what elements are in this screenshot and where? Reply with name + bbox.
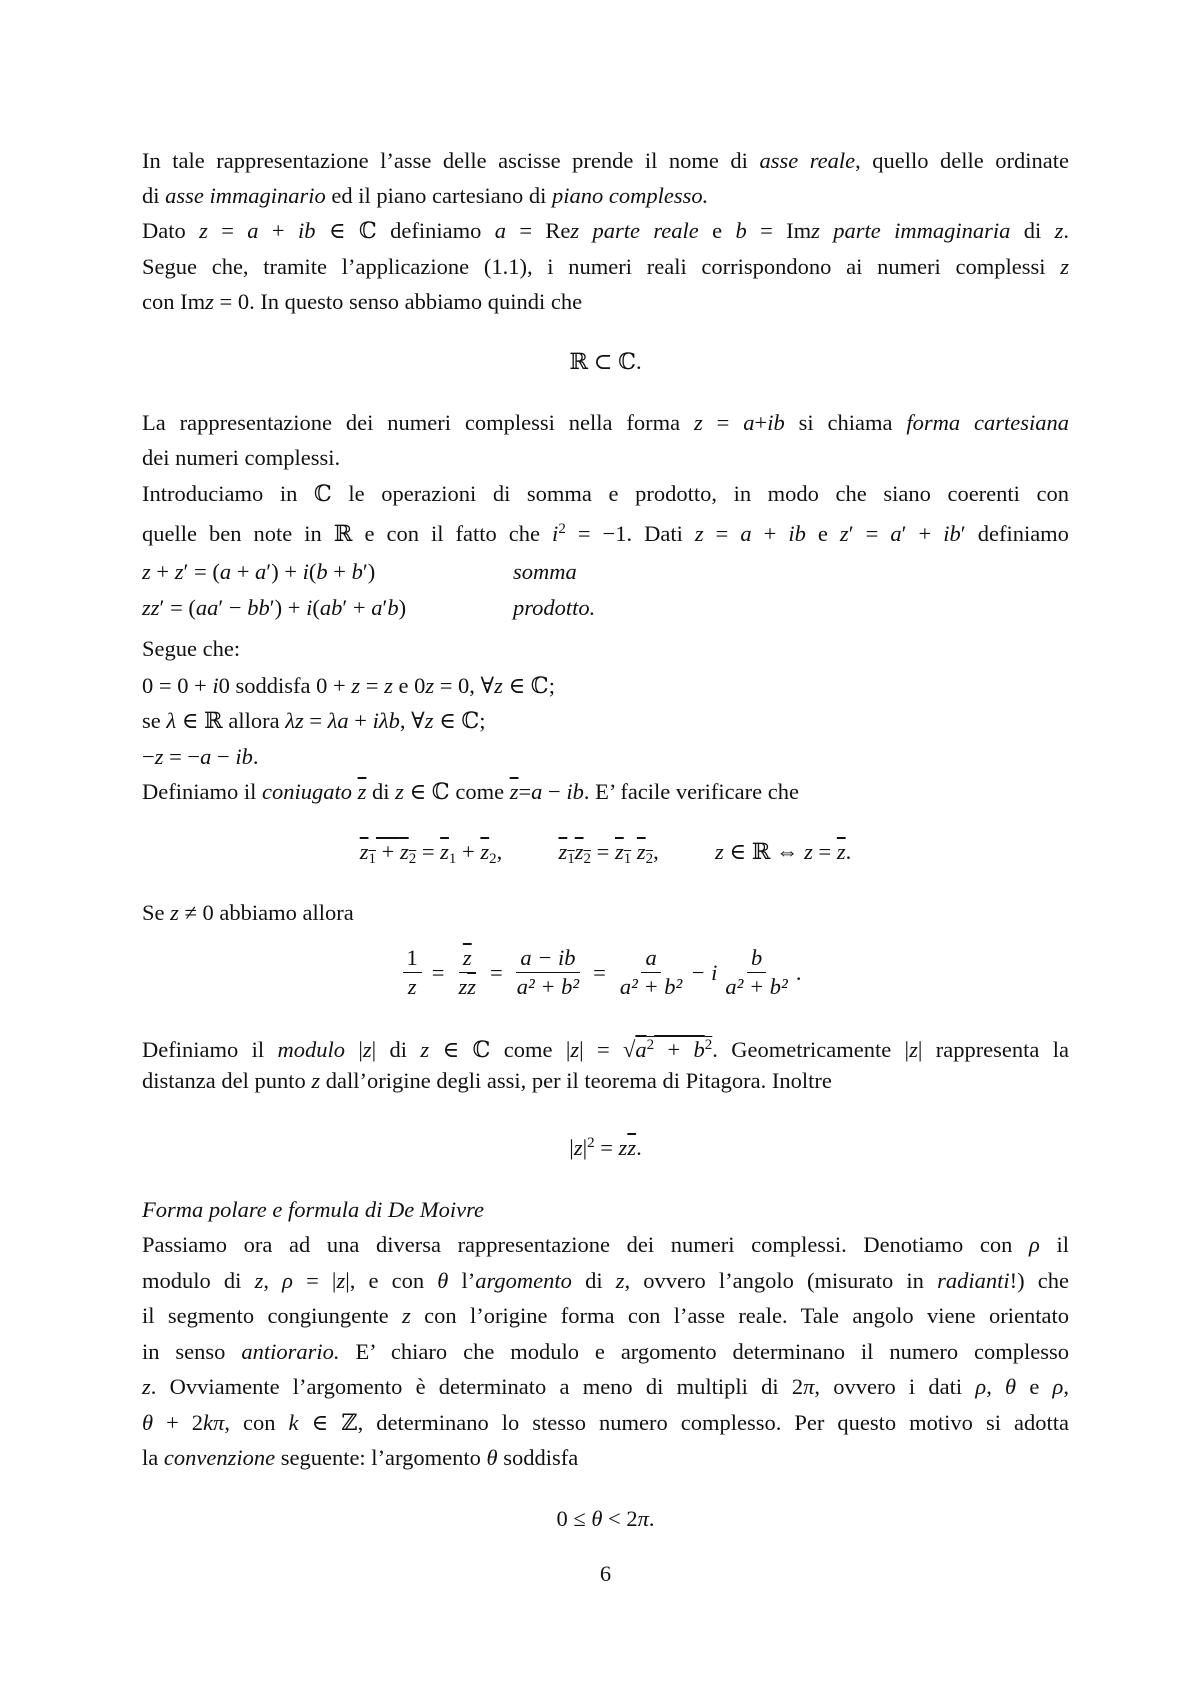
text-segment: ∈ ℂ; — [433, 708, 486, 733]
text-segment: . E’ facile verificare che — [583, 779, 799, 804]
text-segment: a — [494, 218, 506, 243]
text-segment: distanza del punto — [142, 1068, 312, 1093]
text-segment: $\overline{z}$ — [636, 839, 646, 864]
text-line — [142, 1374, 1069, 1400]
text-segment: a — [219, 559, 232, 584]
text-segment: iλb — [372, 708, 400, 733]
text-segment: a — [371, 595, 383, 620]
text-segment: , ∀ — [399, 708, 425, 733]
text-segment: ∈ ℂ definiamo — [315, 218, 495, 243]
text-segment: a — [743, 410, 755, 435]
text-segment: < 2 — [602, 1506, 638, 1531]
text-line — [142, 1130, 1069, 1161]
text-segment: , — [263, 1268, 283, 1293]
text-segment: + — [258, 218, 298, 243]
text-segment: , ovvero i dati — [814, 1374, 976, 1399]
text-segment: z parte reale — [570, 218, 699, 243]
text-segment: = Im — [746, 218, 812, 243]
text-segment: Se — [142, 900, 171, 925]
text-segment: , quello delle ordinate — [855, 148, 1069, 173]
text-segment: θ — [437, 1268, 449, 1293]
text-segment: a — [890, 521, 902, 546]
text-segment: 2 — [558, 521, 566, 537]
text-line — [142, 254, 1069, 280]
text-segment: + — [150, 559, 175, 584]
text-line — [142, 839, 1069, 872]
text-segment: dall’origine degli assi, per il teorema di Pitagora. Inoltre — [320, 1068, 832, 1093]
label-somma: somma — [513, 559, 577, 584]
text-segment: $\overline{z}$ — [558, 839, 568, 864]
fraction-real-part: $\frac{a}{\text{a² + b²}}$ — [619, 945, 683, 999]
text-segment: ρ — [282, 1268, 293, 1293]
text-segment: 2 — [489, 851, 497, 867]
equals: = — [431, 959, 445, 985]
fraction-zbar-over-zzbar: $\frac{\overline{z}}{z\overline{z}}$ — [458, 945, 477, 999]
text-segment: $\overline{z}$ — [615, 839, 624, 864]
text-segment: Dato — [142, 218, 200, 243]
text-segment: + — [375, 839, 400, 864]
text-segment: Definiamo il — [142, 1037, 278, 1062]
text-segment: antiorario. — [241, 1339, 340, 1364]
text-segment: ℝ ⊂ ℂ. — [569, 349, 642, 374]
text-segment: in senso — [142, 1339, 242, 1364]
text-segment: z — [311, 1068, 321, 1093]
text-segment: ′ = — [848, 521, 891, 546]
text-segment: soddisfa — [497, 1445, 579, 1470]
text-segment: + — [751, 521, 789, 546]
text-segment: a — [247, 218, 259, 243]
text-segment: z — [199, 218, 208, 243]
text-segment: e — [1016, 1374, 1053, 1399]
text-segment: se — [142, 708, 167, 733]
text-segment: a — [255, 559, 267, 584]
text-segment: 6 — [599, 1561, 612, 1586]
text-segment: aa — [195, 595, 219, 620]
text-segment: z — [142, 1374, 151, 1399]
text-segment: il segmento congiungente — [142, 1303, 403, 1328]
text-segment: π — [637, 1506, 649, 1531]
text-segment: + — [754, 410, 768, 435]
text-segment: z — [395, 779, 404, 804]
text-line — [142, 1068, 1069, 1094]
text-line — [142, 1506, 1069, 1532]
text-segment: 2 — [645, 851, 654, 867]
text-segment: b — [387, 595, 399, 620]
text-segment: + — [231, 559, 256, 584]
text-segment: z — [615, 1268, 625, 1293]
text-segment: , ovvero l’angolo (misurato in — [624, 1268, 938, 1293]
equals: = — [490, 959, 503, 985]
text-segment: a — [531, 779, 543, 804]
text-segment: = 0. In questo senso abbiamo quindi che — [213, 289, 583, 314]
text-segment: La rappresentazione dei numeri complessi nella forma — [142, 410, 695, 435]
text-segment: − — [142, 744, 155, 769]
text-segment: b — [735, 218, 747, 243]
text-segment: − — [542, 779, 567, 804]
text-segment: z — [351, 673, 361, 698]
text-segment: z — [154, 744, 164, 769]
fraction-1-over-z: $\frac{1}{z}$ — [403, 944, 422, 1001]
text-segment: z — [694, 410, 703, 435]
text-segment: i — [552, 521, 559, 546]
text-segment: z — [1054, 218, 1064, 243]
text-segment: $\overline{z}$ — [627, 1135, 637, 1160]
text-segment: z — [384, 673, 393, 698]
text-segment: ≠ 0 abbiamo allora — [178, 900, 354, 925]
text-segment: a — [635, 1037, 647, 1062]
text-line — [142, 1197, 1069, 1223]
text-segment: + — [654, 1037, 694, 1062]
text-line — [142, 779, 1069, 805]
text-line — [142, 289, 1069, 315]
text-segment: ab — [319, 595, 343, 620]
text-line — [142, 516, 1069, 547]
text-segment: . — [648, 1506, 655, 1531]
text-segment: la — [142, 1445, 164, 1470]
text-segment: modulo — [277, 1037, 345, 1062]
text-segment: asse reale — [759, 148, 856, 173]
text-segment: z — [420, 1037, 430, 1062]
text-segment: . — [1063, 218, 1069, 243]
text-segment: ∈ ℝ ⇔ — [723, 839, 805, 864]
text-segment: si chiama — [784, 410, 907, 435]
text-segment: con Im — [142, 289, 206, 314]
text-segment: l’ — [448, 1268, 476, 1293]
text-segment: $\overline{z}$ — [480, 839, 490, 864]
text-segment: con l’origine forma con l’asse reale. Tale angolo viene orientato — [410, 1303, 1069, 1328]
text-segment: ib — [235, 744, 253, 769]
text-segment: ∈ ℂ; — [502, 673, 555, 698]
text-segment: kπ — [203, 1410, 225, 1435]
page-number — [142, 1561, 1069, 1587]
text-segment: 2 — [583, 851, 592, 867]
text-segment: ed il piano cartesiano di — [325, 183, 552, 208]
text-segment: ib — [767, 410, 785, 435]
text-segment: z — [170, 900, 179, 925]
text-line — [142, 481, 1069, 507]
text-segment: di — [571, 1268, 616, 1293]
text-segment: $\overline{b}$ — [693, 1037, 705, 1062]
text-segment: seguente: l’argomento — [275, 1445, 487, 1470]
text-segment: + 2 — [153, 1410, 204, 1435]
text-segment: ib — [943, 521, 961, 546]
text-line — [142, 708, 1069, 734]
text-segment: z — [694, 521, 704, 546]
text-segment: $\overline{z}$ — [399, 839, 409, 864]
text-segment: − — [211, 744, 236, 769]
text-line — [142, 218, 1069, 244]
text-segment: = — [702, 410, 744, 435]
text-segment: = — [703, 521, 741, 546]
text-line — [142, 1339, 1069, 1365]
text-line — [142, 900, 1069, 926]
text-segment: 1 — [623, 851, 632, 867]
text-segment: ′ + — [901, 521, 944, 546]
text-line — [142, 1410, 1069, 1436]
text-line — [142, 1032, 1069, 1063]
text-segment: z — [425, 673, 435, 698]
text-segment: = 0, ∀ — [434, 673, 495, 698]
text-segment: dei numeri complessi. — [142, 445, 341, 470]
text-segment: b — [351, 559, 363, 584]
text-segment: Introduciamo in ℂ le operazioni di somma e prodotto, in modo che siano coerenti con — [142, 481, 1069, 506]
text-segment: ′) + — [269, 595, 307, 620]
text-segment: ′ — [382, 595, 388, 620]
text-segment: z — [205, 289, 214, 314]
text-segment: k — [288, 1410, 299, 1435]
equals: = — [593, 959, 606, 985]
text-segment: z — [573, 1135, 583, 1160]
text-segment: e — [698, 218, 736, 243]
text-segment: ∈ ℝ allora — [176, 708, 286, 733]
text-segment: + — [456, 839, 481, 864]
text-segment: z — [402, 1303, 411, 1328]
text-segment: | rappresenta la — [917, 1037, 1069, 1062]
text-segment: $\overline{z}$ — [509, 779, 519, 804]
text-segment: il — [1039, 1232, 1069, 1257]
text-segment: 1 — [448, 851, 457, 867]
text-segment: = — [360, 673, 385, 698]
text-segment: ib — [788, 521, 806, 546]
text-line — [142, 1232, 1069, 1258]
text-line — [142, 410, 1069, 436]
reciprocal-formula — [0, 944, 1190, 1001]
text-segment: z — [424, 708, 434, 733]
text-segment: . Ovviamente l’argomento è determinato a meno di multipli di 2 — [150, 1374, 804, 1399]
minus-i: − i — [690, 959, 718, 985]
text-segment: λz — [285, 708, 304, 733]
text-segment: = — [591, 839, 615, 864]
text-segment: e — [805, 521, 840, 546]
text-segment: z — [618, 1135, 628, 1160]
text-segment: z — [1060, 254, 1069, 279]
text-segment: z — [142, 559, 151, 584]
label-prodotto: prodotto. — [513, 595, 596, 620]
text-segment: ρ — [975, 1374, 987, 1399]
fraction-imag-part: $\frac{b}{\text{a² + b²}}$ — [725, 945, 788, 999]
text-segment: λ — [166, 708, 177, 733]
text-segment: | — [344, 1037, 363, 1062]
text-segment: + — [327, 559, 352, 584]
text-segment: = Re — [505, 218, 571, 243]
text-line — [142, 673, 1069, 699]
text-segment: $\overline{z}$ — [440, 839, 449, 864]
text-segment: . — [636, 1135, 642, 1160]
text-segment: = — [812, 839, 837, 864]
text-segment: θ — [142, 1410, 154, 1435]
text-segment: ∈ ℂ come — [403, 779, 510, 804]
text-segment: π — [803, 1374, 815, 1399]
text-line — [142, 183, 1069, 209]
text-segment: a — [200, 744, 212, 769]
text-segment: 2 — [587, 1135, 595, 1151]
text-segment: = — [518, 779, 532, 804]
text-segment: z — [362, 1037, 372, 1062]
text-segment: i — [306, 595, 313, 620]
text-segment: , con — [224, 1410, 289, 1435]
text-segment: z — [336, 1268, 346, 1293]
text-segment: θ — [1005, 1374, 1017, 1399]
text-segment: ρ — [1052, 1374, 1064, 1399]
text-segment: di — [366, 779, 396, 804]
text-segment: + — [348, 708, 373, 733]
text-segment: . — [845, 839, 852, 864]
text-segment: . — [252, 744, 259, 769]
text-segment: ′ = ( — [159, 595, 196, 620]
period: . — [795, 959, 802, 985]
text-segment: Passiamo ora ad una diversa rappresentazione dei numeri complessi. Denotiamo con — [142, 1232, 1030, 1257]
text-segment: Segue che, tramite l’applicazione (1.1), i numeri reali corrispondono ai numeri complessi — [142, 254, 1061, 279]
text-segment: $\overline{z}$ — [574, 839, 584, 864]
text-segment: 1 — [567, 851, 575, 867]
text-segment: a — [740, 521, 752, 546]
text-segment: λa — [327, 708, 349, 733]
text-segment: Definiamo il — [142, 779, 262, 804]
text-segment: θ — [486, 1445, 498, 1470]
text-segment: $\overline{z}$ — [359, 839, 369, 864]
text-segment: 2 — [704, 1037, 713, 1053]
text-segment: 0 = 0 + — [142, 673, 213, 698]
text-segment: ( — [312, 595, 320, 620]
text-line — [142, 636, 1069, 662]
text-segment: = −1. Dati — [565, 521, 695, 546]
text-segment: forma cartesiana — [906, 410, 1069, 435]
text-segment: , — [1063, 1374, 1069, 1399]
text-segment: = — [303, 708, 328, 733]
text-segment: = — [416, 839, 441, 864]
text-segment: = — [207, 218, 248, 243]
text-line — [142, 349, 1069, 375]
text-segment: ′ + — [342, 595, 372, 620]
text-segment: In tale rappresentazione l’asse delle ascisse prende il nome di — [142, 148, 760, 173]
text-segment: 2 — [408, 851, 417, 867]
text-segment: i — [212, 673, 219, 698]
text-segment: b — [316, 559, 328, 584]
text-segment: ′ definiamo — [960, 521, 1069, 546]
text-segment: z — [254, 1268, 264, 1293]
text-segment: z parte immaginaria — [811, 218, 1011, 243]
text-segment: E’ chiaro che modulo e argomento determinano il numero complesso — [339, 1339, 1070, 1364]
text-segment: e 0 — [392, 673, 426, 698]
text-segment: ∈ ℂ come | — [429, 1037, 571, 1062]
text-segment: θ — [591, 1506, 603, 1531]
text-segment: z — [174, 559, 184, 584]
text-segment: z — [570, 1037, 580, 1062]
text-segment: z — [804, 839, 813, 864]
text-segment: coniugato — [261, 779, 358, 804]
text-segment: radianti — [937, 1268, 1010, 1293]
text-segment: $\overline{z}$ — [357, 779, 367, 804]
fraction-conj-over-norm: $\frac{a - ib}{\text{a² + b²}}$ — [516, 945, 580, 999]
text-segment: |, e con — [345, 1268, 438, 1293]
text-segment: z — [909, 1037, 918, 1062]
text-segment: Forma polare e formula di De Moivre — [142, 1197, 485, 1222]
text-segment: di — [142, 183, 166, 208]
text-segment: zz — [142, 595, 160, 620]
text-segment: modulo di — [142, 1268, 255, 1293]
text-segment: ρ — [1029, 1232, 1040, 1257]
text-line — [142, 148, 1069, 174]
text-line — [142, 445, 1069, 471]
text-segment: . Geometricamente | — [712, 1037, 910, 1062]
text-line — [142, 744, 1069, 770]
text-segment: | — [569, 1135, 574, 1160]
text-segment: 1 — [368, 851, 376, 867]
text-segment: $\overline{z}$ — [836, 839, 846, 864]
text-segment: bb — [247, 595, 270, 620]
text-segment: = — [594, 1135, 619, 1160]
text-segment: ′) — [362, 559, 376, 584]
text-segment: z — [839, 521, 849, 546]
text-segment: ib — [566, 779, 584, 804]
text-segment: | di — [371, 1037, 421, 1062]
text-segment: , — [653, 839, 716, 864]
text-segment: piano complesso. — [551, 183, 709, 208]
text-segment: 2 — [646, 1037, 655, 1053]
text-segment: Segue che: — [142, 636, 241, 661]
text-line — [142, 1303, 1069, 1329]
text-segment: i — [302, 559, 309, 584]
text-line — [142, 1445, 1069, 1471]
text-segment: asse immaginario — [165, 183, 326, 208]
text-segment: z — [494, 673, 503, 698]
text-segment: ∈ ℤ, determinano lo stesso numero complesso. Per questo motivo si adotta — [298, 1410, 1069, 1435]
text-segment: ib — [297, 218, 316, 243]
text-segment: argomento — [475, 1268, 572, 1293]
text-segment: !) che — [1009, 1268, 1069, 1293]
text-segment: convenzione — [163, 1445, 276, 1470]
text-segment: ′) + — [266, 559, 303, 584]
text-segment: quelle ben note in ℝ e con il fatto che — [142, 521, 553, 546]
text-segment: 0 ≤ — [556, 1506, 592, 1531]
text-segment: | = √ — [579, 1037, 636, 1062]
text-segment: 0 soddisfa 0 + — [218, 673, 352, 698]
text-segment: di — [1010, 218, 1055, 243]
text-segment: , — [986, 1374, 1006, 1399]
text-line — [142, 1268, 1069, 1294]
text-segment: | — [582, 1135, 588, 1160]
text-segment: = | — [292, 1268, 337, 1293]
text-segment: , — [496, 839, 559, 864]
text-segment: ) — [398, 595, 407, 620]
text-segment: z — [715, 839, 724, 864]
text-segment: = − — [163, 744, 201, 769]
text-segment: ′ = ( — [183, 559, 220, 584]
text-segment: ′ − — [218, 595, 248, 620]
text-segment: ( — [308, 559, 317, 584]
